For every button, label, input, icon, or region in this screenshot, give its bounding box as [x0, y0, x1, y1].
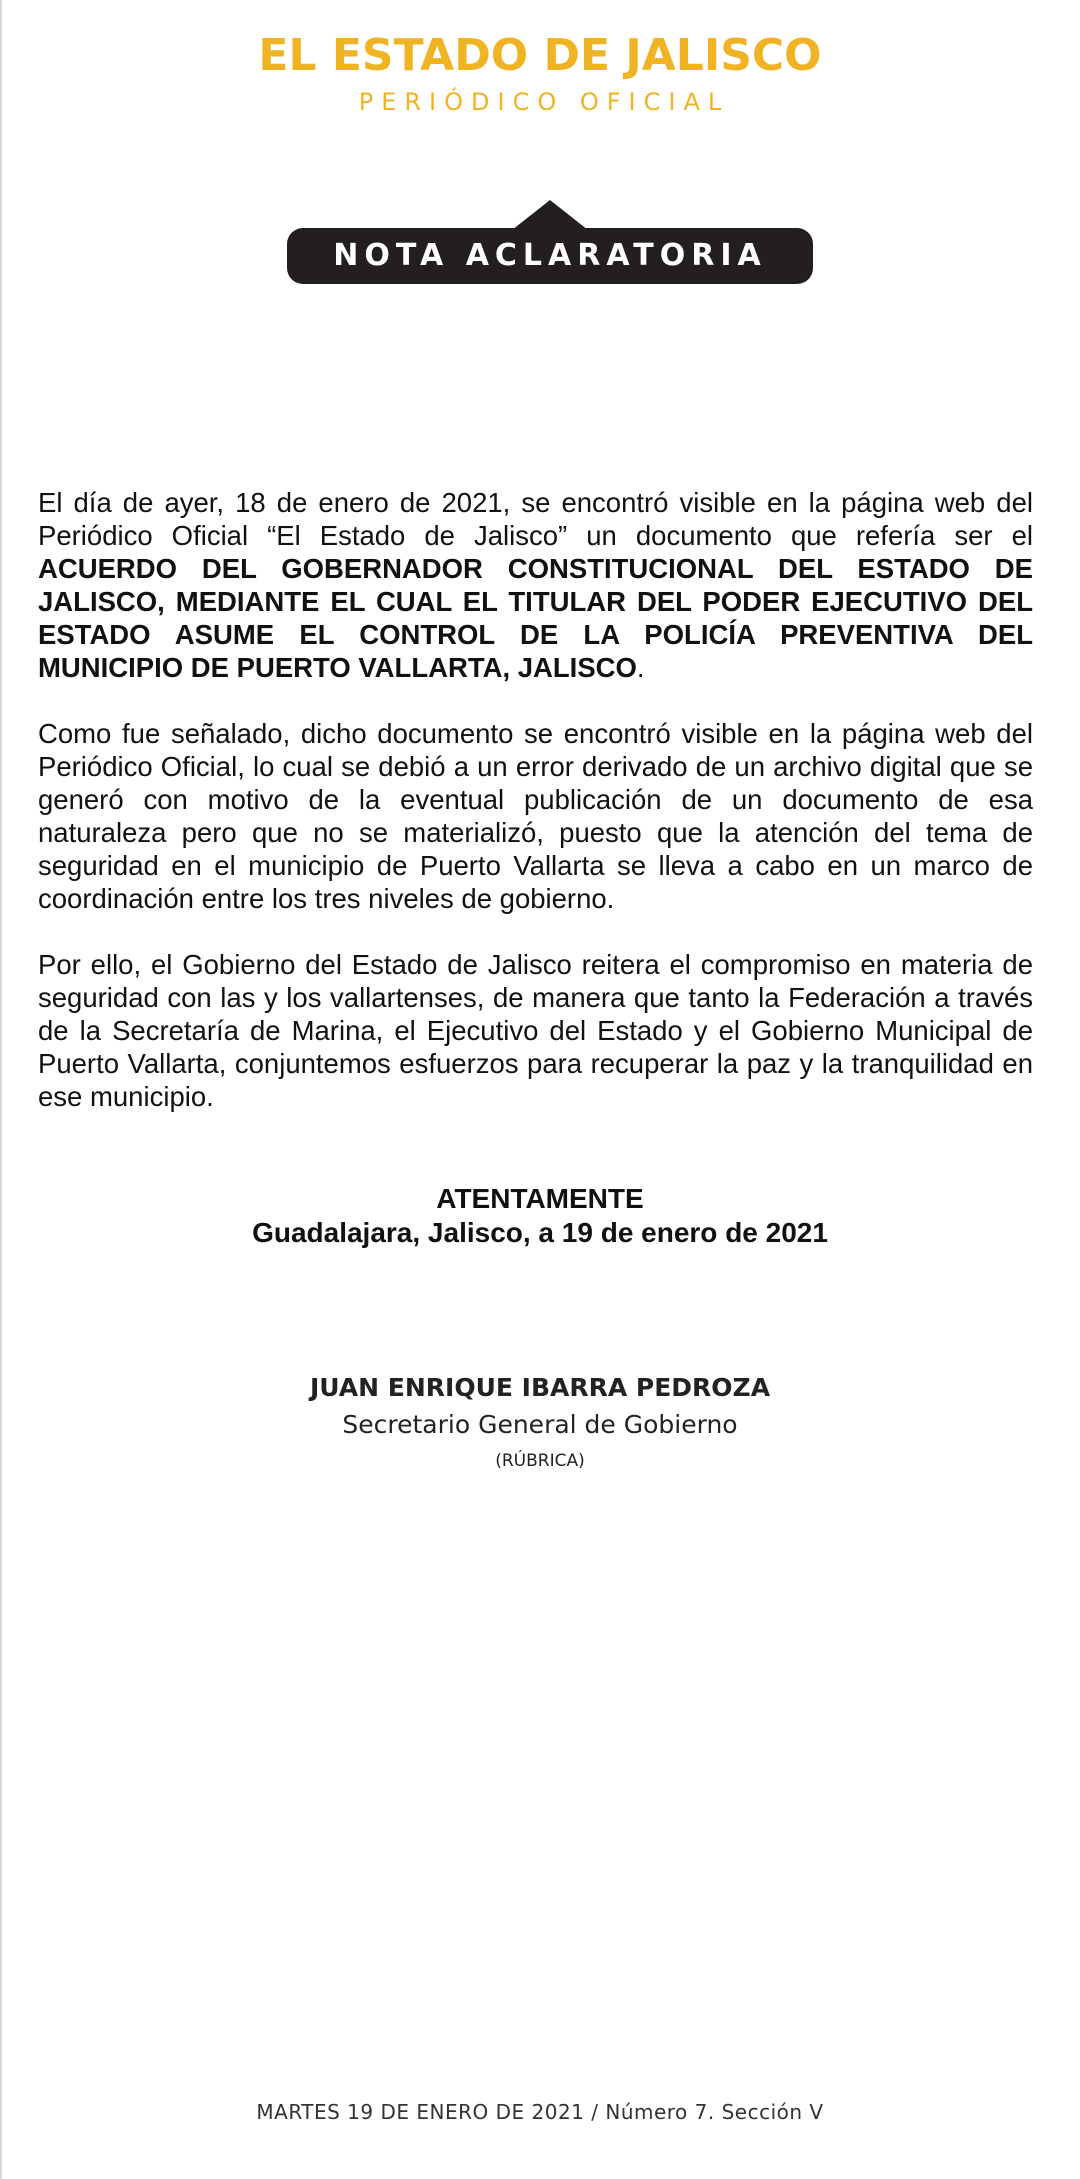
document-body	[38, 486, 1033, 1146]
masthead-title: EL ESTADO DE JALISCO	[258, 30, 822, 81]
closing-place-date: Guadalajara, Jalisco, a 19 de enero de 2021	[252, 1217, 828, 1248]
paragraph-1-agreement-title: ACUERDO DEL GOBERNADOR CONSTITUCIONAL DEL ESTADO DE JALISCO, MEDIANTE EL CUAL EL TITULAR DEL PODER EJECUTIVO DEL ESTADO ASUME EL CONTROL DE LA POLICÍA PREVENTIVA DEL MUNICIPIO DE PUERTO VALLARTA, JALISCO	[38, 553, 1033, 683]
nota-aclaratoria-banner	[287, 200, 813, 284]
signature-block	[0, 1370, 1080, 1478]
page-footer: MARTES 19 DE ENERO DE 2021 / Número 7. Sección V	[256, 2100, 824, 2124]
paragraph-1	[38, 486, 1033, 684]
closing-salutation: ATENTAMENTE	[436, 1183, 644, 1214]
paragraph-3: Por ello, el Gobierno del Estado de Jalisco reitera el compromiso en materia de seguridad con las y los vallartenses, de manera que tanto la Federación a través de la Secretaría de Marina, el Ejecutivo del Estado y el Gobierno Municipal de Puerto Vallarta, conjuntemos esfuerzos para recuperar la paz y la tranquilidad en ese municipio.	[38, 949, 1033, 1112]
paragraph-1-intro: El día de ayer, 18 de enero de 2021, se encontró visible en la página web del Periódico Oficial “El Estado de Jalisco” un documento que refería ser el	[38, 487, 1033, 551]
signatory-name: JUAN ENRIQUE IBARRA PEDROZA	[309, 1373, 771, 1402]
banner-notch	[512, 200, 588, 230]
banner-label: NOTA ACLARATORIA	[287, 228, 813, 284]
rubrica-note: (RÚBRICA)	[495, 1451, 585, 1471]
signatory-role: Secretario General de Gobierno	[342, 1410, 738, 1439]
paragraph-1-end: .	[636, 652, 645, 683]
masthead-subtitle: PERIÓDICO OFICIAL	[358, 88, 730, 116]
closing-block	[0, 1182, 1080, 1250]
masthead	[0, 28, 1080, 120]
paragraph-2: Como fue señalado, dicho documento se encontró visible en la página web del Periódico Oficial, lo cual se debió a un error derivado de un archivo digital que se generó con motivo de la eventual publicación de un documento de esa naturaleza pero que no se materializó, puesto que la atención del tema de seguridad en el municipio de Puerto Vallarta se lleva a cabo en un marco de coordinación entre los tres niveles de gobierno.	[38, 718, 1033, 914]
page-left-border	[0, 0, 2, 2179]
